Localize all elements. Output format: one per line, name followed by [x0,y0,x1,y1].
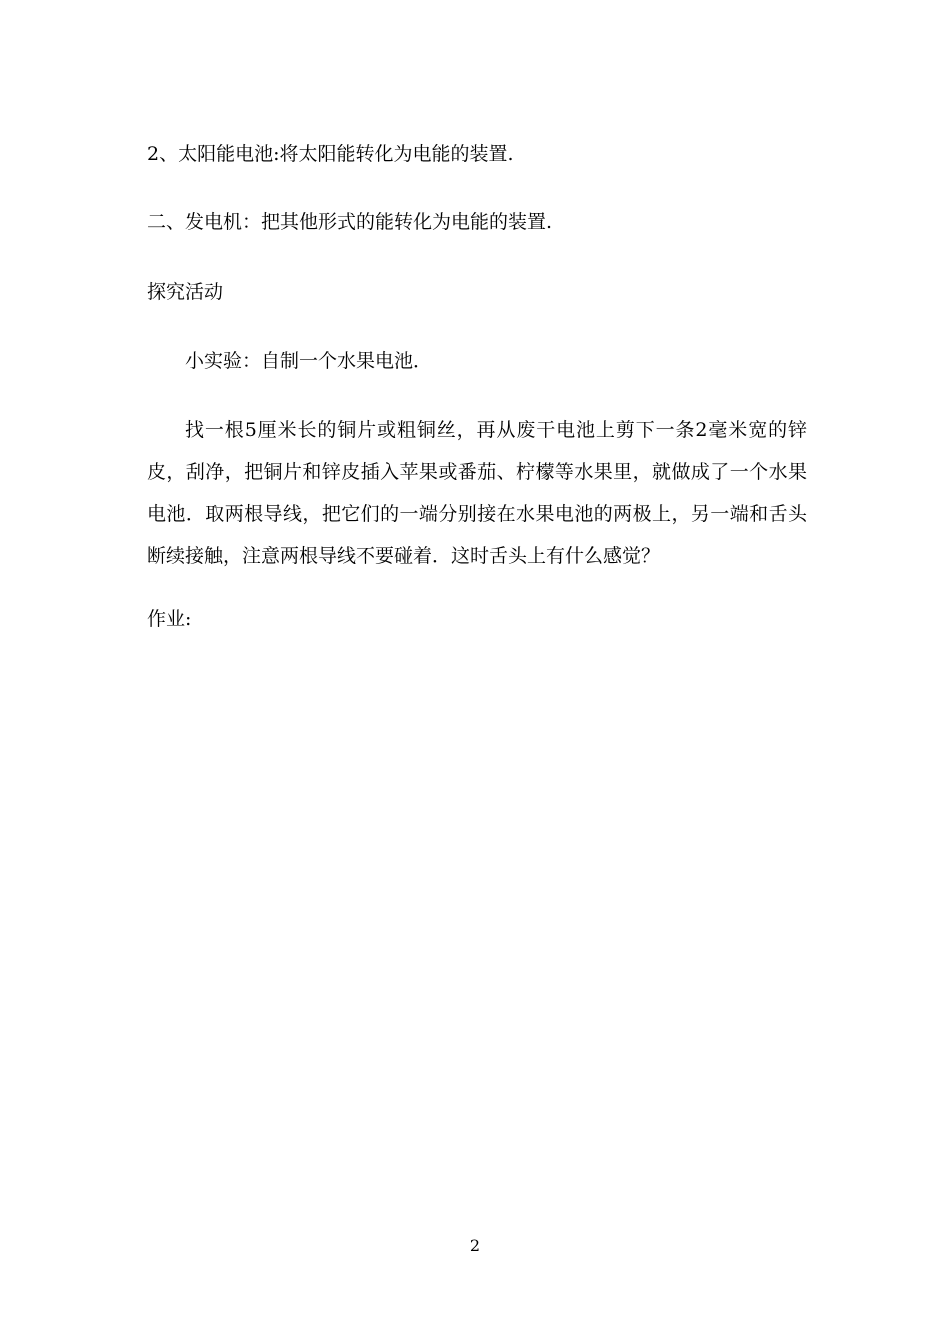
solar-cell-line: 2、太阳能电池:将太阳能转化为电能的装置. [147,143,514,165]
experiment-paragraph: 找一根5厘米长的铜片或粗铜丝，再从废干电池上剪下一条2毫米宽的锌皮，刮净，把铜片和锌皮插入苹果或番茄、柠檬等水果里，就做成了一个水果电池．取两根导线，把它们的一端分别接在水果电池的两极上，另一端和舌头断续接触，注意两根导线不要碰着．这时舌头上有什么感觉？ [147,419,807,567]
small-experiment-line: 小实验：自制一个水果电池． [185,350,433,372]
homework-heading: 作业: [147,608,192,630]
generator-line: 二、发电机：把其他形式的能转化为电能的装置. [147,211,553,233]
page-number: 2 [469,1236,481,1255]
explore-activity-heading: 探究活动 [147,281,224,303]
